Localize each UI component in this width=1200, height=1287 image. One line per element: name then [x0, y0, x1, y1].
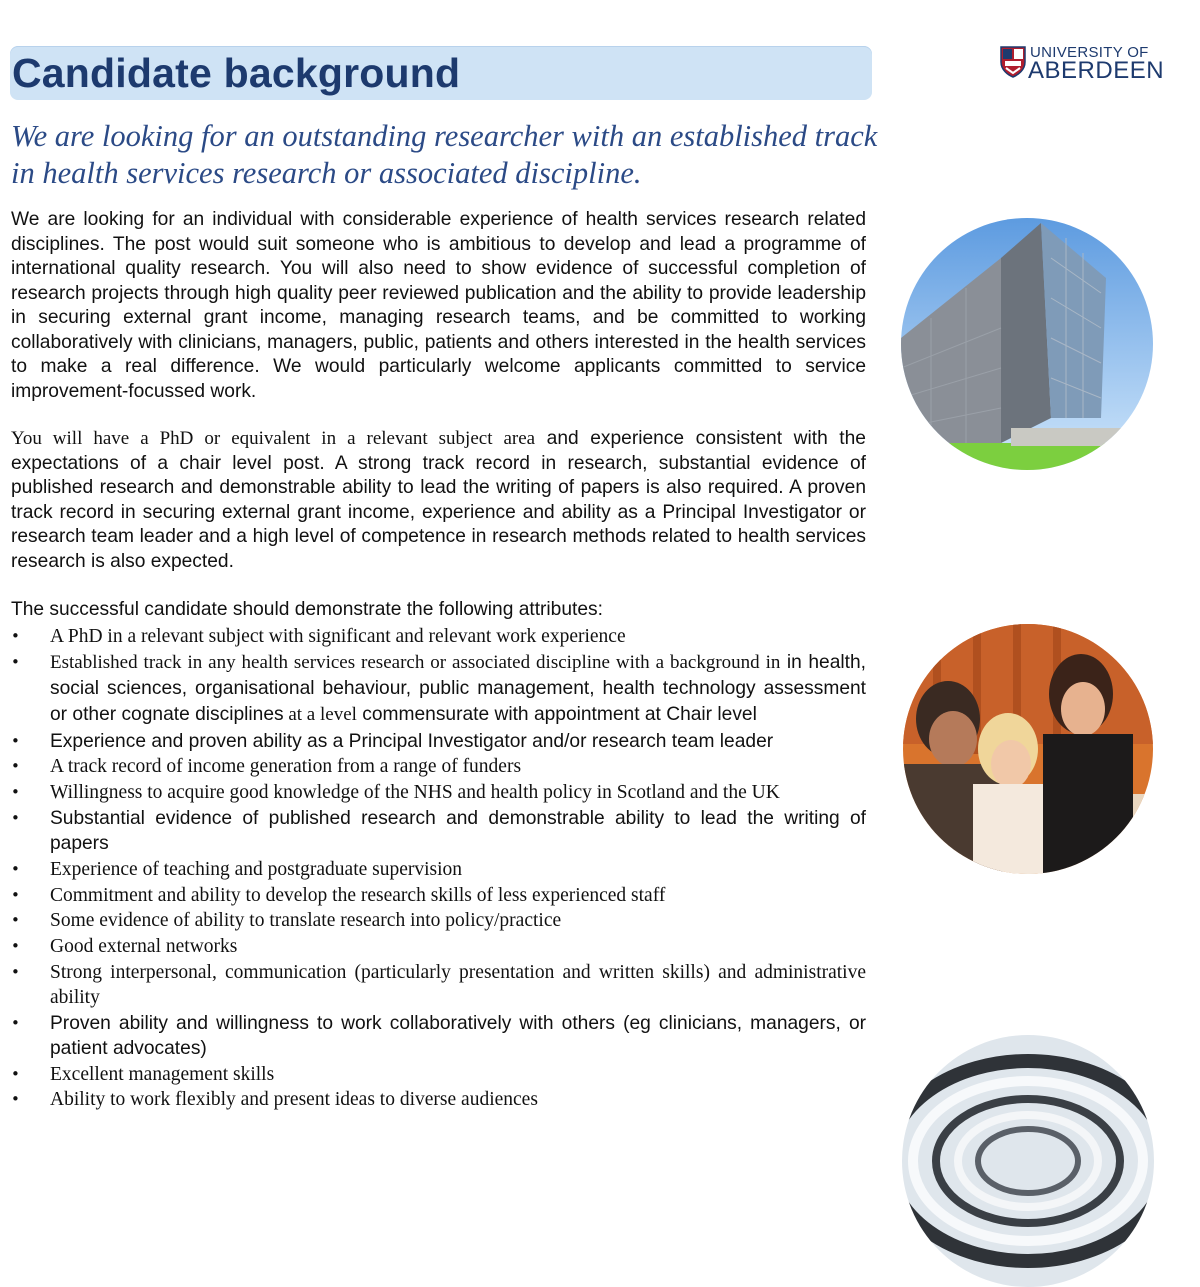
tagline: We are looking for an outstanding researcher with an established track in health services research or associated discipline.	[11, 119, 878, 190]
list-item	[11, 650, 866, 728]
list-item: • Excellent management skills	[11, 1062, 866, 1087]
people-image	[903, 624, 1153, 874]
people-photo	[903, 624, 1153, 874]
building-image	[901, 218, 1153, 470]
list-item: • A PhD in a relevant subject with significant and relevant work experience	[11, 624, 866, 649]
list-item: • Ability to work flexibly and present ideas to diverse audiences	[11, 1087, 866, 1112]
list-item: • A track record of income generation from a range of funders	[11, 754, 866, 779]
list-item-part: commensurate with appointment at Chair level	[356, 703, 757, 725]
page-title: Candidate background	[12, 50, 461, 96]
list-item: • Proven ability and willingness to work collaboratively with others (eg clinicians, managers, or patient advocates)	[11, 1011, 866, 1061]
list-item: • Some evidence of ability to translate research into policy/practice	[11, 908, 866, 933]
title-bar	[10, 46, 872, 100]
building-photo	[901, 218, 1153, 470]
atrium-image	[902, 1035, 1154, 1287]
list-item: • Commitment and ability to develop the research skills of less experienced staff	[11, 883, 866, 908]
list-item-part: in health, social sciences, organisational behaviour, public management, health technology assessment or other cognate disciplines	[50, 651, 866, 725]
requirements-sans-text: and experience consistent with the expectations of a chair level post. A strong track record in research, substantial evidence of published research and demonstrable ability to lead the writing of papers is also required. A proven track record in securing external grant income, experience and ability as a Principal Investigator or research team leader and a high level of competence in research methods related to health services research is also expected.	[11, 428, 866, 572]
list-item: • Substantial evidence of published research and demonstrable ability to lead the writing of papers	[11, 806, 866, 856]
attributes-intro: The successful candidate should demonstrate the following attributes:	[11, 599, 603, 620]
requirements-serif-text: You will have a PhD or equivalent in a relevant subject area	[11, 428, 536, 449]
requirements-paragraph	[11, 427, 866, 574]
list-item: • Good external networks	[11, 934, 866, 959]
list-item-part: Established track in any health services research or associated discipline with a background in	[50, 651, 781, 673]
list-item: • Willingness to acquire good knowledge of the NHS and health policy in Scotland and the UK	[11, 780, 866, 805]
logo-line-1: UNIVERSITY OF	[1030, 44, 1149, 61]
list-item-part: at a level	[283, 703, 357, 725]
atrium-photo	[902, 1035, 1154, 1287]
crest-icon	[1000, 46, 1026, 78]
intro-paragraph: We are looking for an individual with considerable experience of health services research related disciplines. The post would suit someone who is ambitious to develop and lead a programme of international quality research. You will also need to show evidence of successful completion of research projects through high quality peer reviewed publication and the ability to provide leadership in securing external grant income, managing research teams, and be committed to working collaboratively with clinicians, managers, public, patients and others interested in the health services to make a real difference. We would particularly welcome applicants committed to service improvement-focussed work.	[11, 209, 866, 402]
list-item: • Experience of teaching and postgraduate supervision	[11, 857, 866, 882]
logo-line-2: ABERDEEN	[1028, 57, 1165, 84]
list-item: • Strong interpersonal, communication (particularly presentation and written skills) and administrative ability	[11, 960, 866, 1010]
attributes-list	[11, 624, 866, 1113]
university-logo	[1000, 44, 1165, 84]
list-item: • Experience and proven ability as a Principal Investigator and/or research team leader	[11, 729, 866, 754]
